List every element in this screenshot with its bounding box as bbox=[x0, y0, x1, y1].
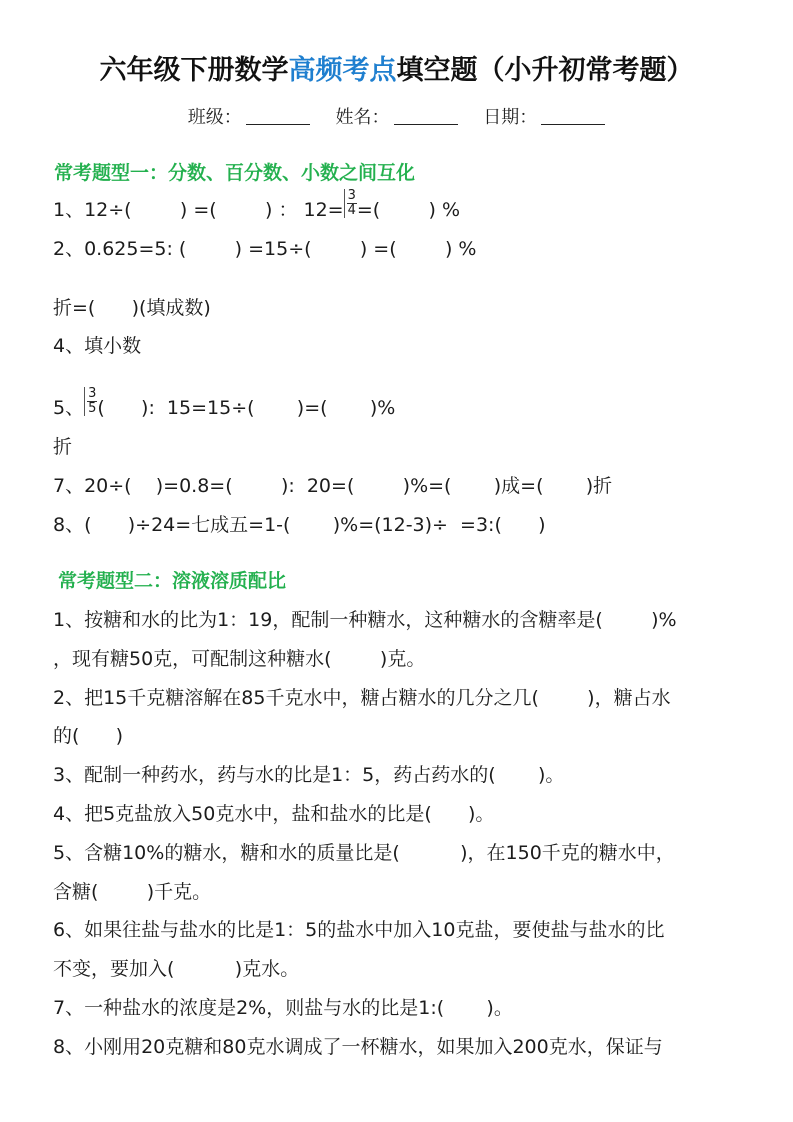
fraction-denominator: 5 bbox=[88, 401, 97, 416]
name-blank[interactable] bbox=[394, 106, 458, 125]
name-field bbox=[336, 103, 458, 129]
class-field bbox=[188, 103, 310, 129]
title-part2: 填空题（小升初常考题） bbox=[396, 55, 694, 86]
name-label: 姓名： bbox=[335, 107, 390, 128]
question-line: 7、20÷( )=0.8=( ): 20=( )%=( )成=( )折 bbox=[53, 475, 613, 497]
fraction-numerator: 3 bbox=[88, 386, 97, 401]
question-line: ，现有糖50克，可配制这种糖水( )克。 bbox=[53, 648, 426, 670]
student-info-row bbox=[0, 103, 793, 129]
section2-heading: 常考题型二：溶液溶质配比 bbox=[58, 570, 287, 592]
question-line: 2、0.625=5: ( ) =15÷( ) =( ) % bbox=[53, 238, 477, 260]
question-line: 不变，要加入( )克水。 bbox=[53, 958, 300, 980]
question-line: 的( ) bbox=[53, 725, 124, 747]
question-line bbox=[53, 386, 396, 420]
fraction-numerator: 3 bbox=[347, 188, 356, 203]
page-title bbox=[0, 48, 793, 87]
question-line: 6、如果往盐与盐水的比是1：5的盐水中加入10克盐，要使盐与盐水的比 bbox=[53, 919, 665, 941]
question-line: 3、配制一种药水，药与水的比是1：5，药占药水的( )。 bbox=[53, 764, 565, 786]
question-text: 1、12÷( ) =( ) ： 12= bbox=[53, 199, 344, 221]
section1-heading: 常考题型一：分数、百分数、小数之间互化 bbox=[54, 162, 416, 184]
class-blank[interactable] bbox=[246, 106, 310, 125]
question-line: 折=( )(填成数) bbox=[53, 297, 211, 319]
question-line: 含糖( )千克。 bbox=[53, 881, 212, 903]
question-line: 4、填小数 bbox=[53, 335, 142, 357]
question-line: 8、小刚用20克糖和80克水调成了一杯糖水，如果加入200克水，保证与 bbox=[53, 1036, 663, 1058]
question-line: 7、一种盐水的浓度是2%，则盐与水的比是1:( )。 bbox=[53, 997, 513, 1019]
date-label: 日期： bbox=[483, 107, 538, 128]
fraction-denominator: 4 bbox=[347, 203, 356, 218]
question-text: 5、 bbox=[53, 397, 85, 419]
question-line: 5、含糖10%的糖水，糖和水的质量比是( )，在150千克的糖水中， bbox=[53, 842, 675, 864]
date-field bbox=[483, 103, 605, 129]
fraction bbox=[344, 189, 357, 218]
title-highlight: 高频考点 bbox=[288, 55, 397, 86]
date-blank[interactable] bbox=[541, 106, 605, 125]
question-line: 折 bbox=[53, 436, 73, 458]
question-line: 1、按糖和水的比为1：19，配制一种糖水，这种糖水的含糖率是( )% bbox=[53, 609, 677, 631]
question-text: =( ) % bbox=[356, 199, 461, 221]
title-part1: 六年级下册数学 bbox=[99, 55, 289, 86]
class-label: 班级： bbox=[187, 107, 242, 128]
fraction bbox=[84, 387, 97, 416]
question-line bbox=[53, 188, 461, 222]
question-text: ( ): 15=15÷( )=( )% bbox=[97, 397, 396, 419]
question-line: 4、把5克盐放入50克水中，盐和盐水的比是( )。 bbox=[53, 803, 495, 825]
question-line: 2、把15千克糖溶解在85千克水中，糖占糖水的几分之几( )，糖占水 bbox=[53, 687, 671, 709]
question-line: 8、( )÷24=七成五=1-( )%=(12-3)÷ =3:( ) bbox=[53, 514, 546, 536]
